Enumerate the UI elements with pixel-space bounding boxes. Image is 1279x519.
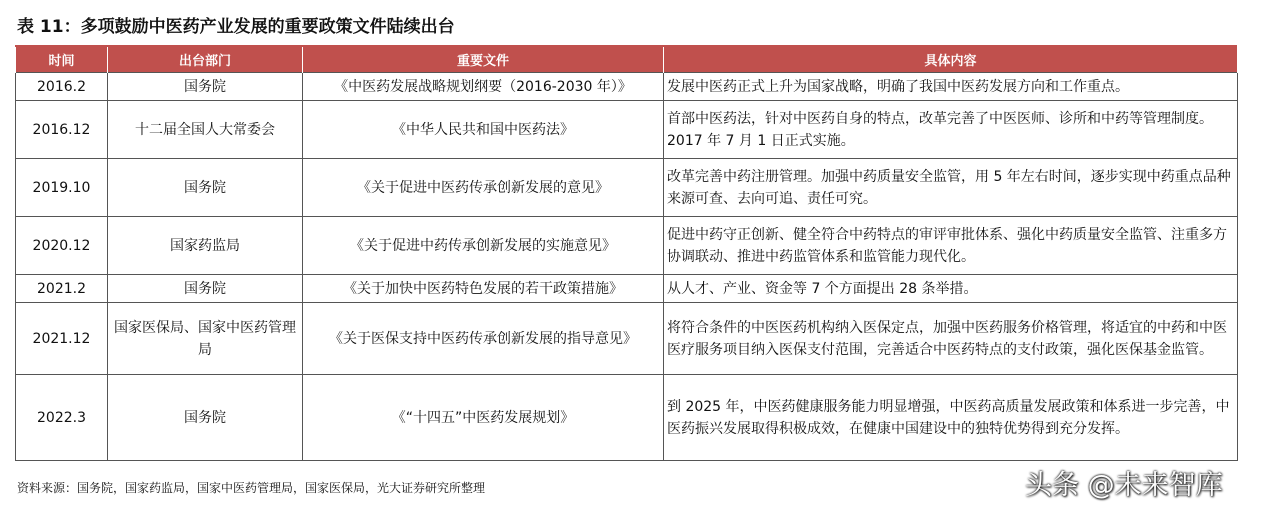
cell-department: 国家医保局、国家中医药管理局 — [108, 303, 303, 375]
table-row — [16, 303, 1238, 375]
table-row — [16, 73, 1238, 101]
cell-date: 2016.12 — [16, 101, 108, 159]
table-header-row — [16, 47, 1238, 73]
cell-document: 《“十四五”中医药发展规划》 — [303, 375, 664, 461]
cell-department: 国务院 — [108, 73, 303, 101]
cell-content: 到 2025 年，中医药健康服务能力明显增强，中医药高质量发展政策和体系进一步完善，中医药振兴发展取得积极成效，在健康中国建设中的独特优势得到充分发挥。 — [664, 375, 1238, 461]
cell-document: 《关于医保支持中医药传承创新发展的指导意见》 — [303, 303, 664, 375]
cell-date: 2021.2 — [16, 275, 108, 303]
cell-content: 改革完善中药注册管理。加强中药质量安全监管，用 5 年左右时间，逐步实现中药重点品种来源可查、去向可追、责任可究。 — [664, 159, 1238, 217]
cell-department: 国家药监局 — [108, 217, 303, 275]
policy-table — [15, 47, 1238, 461]
cell-content: 从人才、产业、资金等 7 个方面提出 28 条举措。 — [664, 275, 1238, 303]
cell-department: 十二届全国人大常委会 — [108, 101, 303, 159]
cell-document: 《中医药发展战略规划纲要（2016-2030 年）》 — [303, 73, 664, 101]
table-row — [16, 275, 1238, 303]
cell-department: 国务院 — [108, 275, 303, 303]
cell-document: 《关于促进中医药传承创新发展的意见》 — [303, 159, 664, 217]
cell-date: 2021.12 — [16, 303, 108, 375]
table-row — [16, 375, 1238, 461]
column-header-content: 具体内容 — [664, 47, 1238, 73]
cell-department: 国务院 — [108, 159, 303, 217]
column-header-document: 重要文件 — [303, 47, 664, 73]
cell-content: 将符合条件的中医医药机构纳入医保定点，加强中医药服务价格管理，将适宜的中药和中医医疗服务项目纳入医保支付范围，完善适合中医药特点的支付政策，强化医保基金监管。 — [664, 303, 1238, 375]
cell-content: 发展中医药正式上升为国家战略，明确了我国中医药发展方向和工作重点。 — [664, 73, 1238, 101]
table-row — [16, 101, 1238, 159]
table-row — [16, 159, 1238, 217]
cell-date: 2019.10 — [16, 159, 108, 217]
cell-date: 2020.12 — [16, 217, 108, 275]
source-note: 资料来源：国务院，国家药监局，国家中医药管理局，国家医保局，光大证券研究所整理 — [17, 481, 486, 495]
cell-department: 国务院 — [108, 375, 303, 461]
cell-document: 《中华人民共和国中医药法》 — [303, 101, 664, 159]
cell-date: 2016.2 — [16, 73, 108, 101]
cell-document: 《关于加快中医药特色发展的若干政策措施》 — [303, 275, 664, 303]
cell-content: 促进中药守正创新、健全符合中药特点的审评审批体系、强化中药质量安全监管、注重多方协调联动、推进中药监管体系和监管能力现代化。 — [664, 217, 1238, 275]
table-title: 表 11：多项鼓励中医药产业发展的重要政策文件陆续出台 — [17, 17, 455, 37]
watermark: 头条 @未来智库 — [1025, 470, 1223, 501]
cell-content: 首部中医药法，针对中医药自身的特点，改革完善了中医医师、诊所和中药等管理制度。2017 年 7 月 1 日正式实施。 — [664, 101, 1238, 159]
cell-document: 《关于促进中药传承创新发展的实施意见》 — [303, 217, 664, 275]
cell-date: 2022.3 — [16, 375, 108, 461]
table-row — [16, 217, 1238, 275]
column-header-date: 时间 — [16, 47, 108, 73]
column-header-department: 出台部门 — [108, 47, 303, 73]
